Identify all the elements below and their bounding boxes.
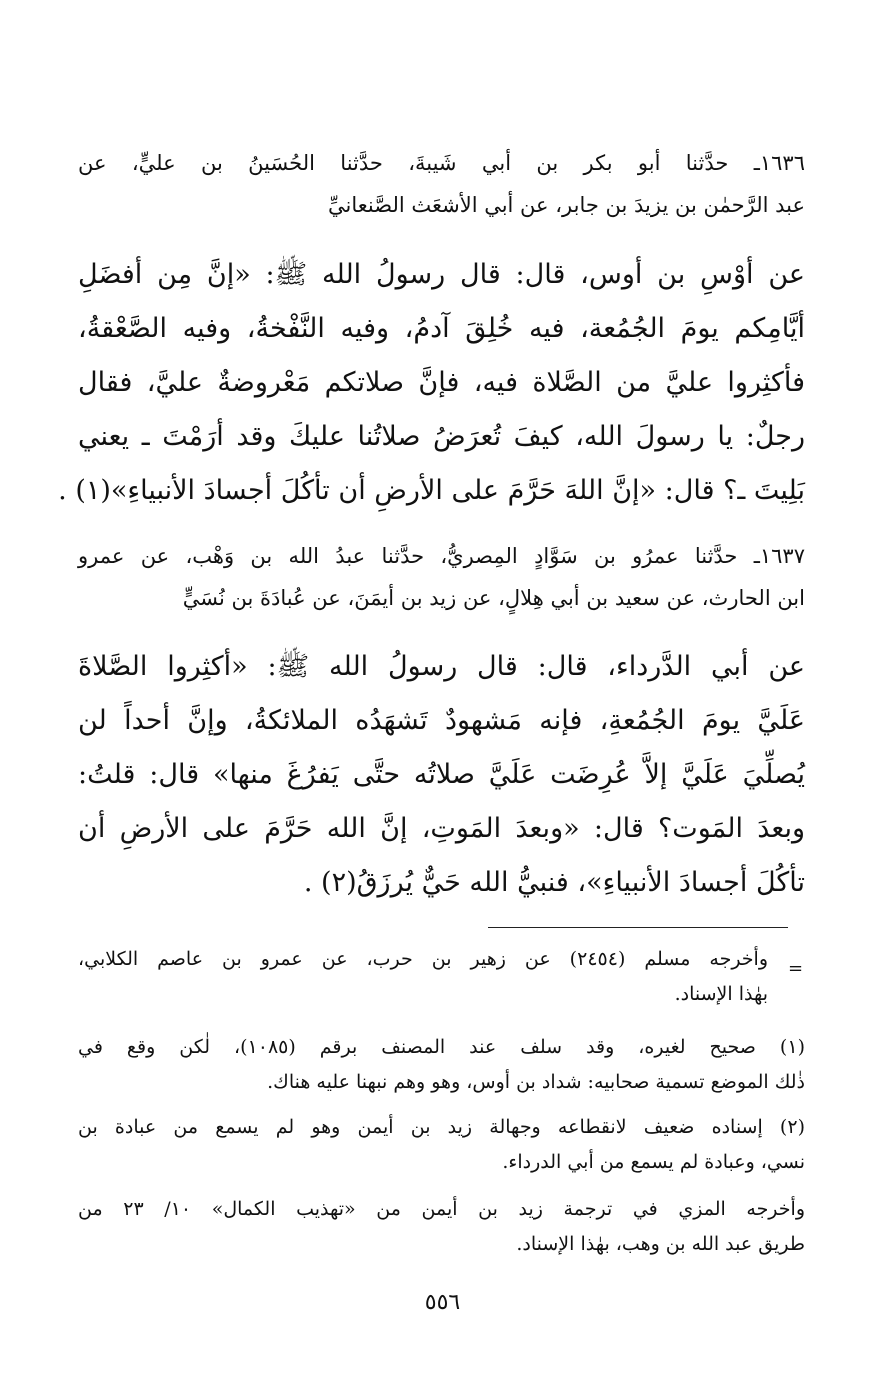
text-line: بَلِيتَ ـ؟ قال: «إنَّ اللهَ حَرَّمَ على الأرضِ أن تأكُلَ أجسادَ الأنبياءِ»(١) . — [58, 475, 805, 506]
text-line: ابن الحارث، عن سعيد بن أبي هِلالٍ، عن زيد بن أيمَنَ، عن عُبادَةَ بن نُسَيٍّ — [182, 586, 805, 610]
hadith-1637-matn — [78, 640, 805, 910]
footnote-2-continued — [78, 1192, 805, 1262]
text-line: فأكثِروا عليَّ من الصَّلاة فيه، فإنَّ صلاتكم مَعْروضةٌ عليَّ، فقال — [78, 367, 805, 398]
text-line: أيَّامِكم يومَ الجُمُعة، فيه خُلِقَ آدمُ، وفيه النَّفْخةُ، وفيه الصَّعْقةُ، — [78, 313, 805, 344]
text-line: ١٦٣٧ـ حدَّثنا عمرُو بن سَوَّادٍ المِصريُّ، حدَّثنا عبدُ الله بن وَهْب، عن عمرو — [78, 544, 805, 568]
text-line: عبد الرَّحمٰن بن يزيدَ بن جابر، عن أبي الأشعَث الصَّنعانيِّ — [328, 193, 805, 217]
text-line: ذٰلك الموضع تسمية صحابيه: شداد بن أوس، وهو وهم نبهنا عليه هناك. — [267, 1071, 805, 1093]
hadith-1636-isnad — [78, 142, 805, 226]
text-line: رجلٌ: يا رسولَ الله، كيفَ تُعرَضُ صلاتُنا عليكَ وقد أرَمْتَ ـ يعني — [78, 421, 805, 452]
text-line: بهٰذا الإسناد. — [674, 983, 768, 1005]
footnote-continuation — [78, 942, 768, 1012]
text-line: (٢) إسناده ضعيف لانقطاعه وجهالة زيد بن أيمن وهو لم يسمع من عبادة بن — [78, 1116, 805, 1138]
text-line: نسي، وعبادة لم يسمع من أبي الدرداء. — [502, 1151, 805, 1173]
continuation-mark: = — [788, 958, 804, 979]
text-line: ١٦٣٦ـ حدَّثنا أبو بكر بن أبي شَيبةَ، حدَّثنا الحُسَينُ بن عليٍّ، عن — [78, 151, 805, 175]
text-line: تأكُلَ أجسادَ الأنبياءِ»، فنبيُّ الله حَيٌّ يُرزَقُ(٢) . — [303, 867, 805, 898]
text-line: وبعدَ المَوت؟ قال: «وبعدَ المَوتِ، إنَّ الله حَرَّمَ على الأرضِ أن — [78, 813, 805, 844]
text-line: عن أبي الدَّرداء، قال: قال رسولُ الله ﷺ: «أكثِروا الصَّلاةَ — [78, 651, 805, 682]
text-line: عَلَيَّ يومَ الجُمُعةِ، فإنه مَشهودٌ تَشهَدُه الملائكةُ، وإنَّ أحداً لن — [78, 705, 805, 736]
text-line: وأخرجه مسلم (٢٤٥٤) عن زهير بن حرب، عن عمرو بن عاصم الكلابي، — [78, 948, 769, 970]
footnote-1 — [78, 1030, 805, 1100]
text-line: (١) صحيح لغيره، وقد سلف عند المصنف برقم (١٠٨٥)، لٰكن وقع في — [78, 1036, 805, 1058]
hadith-1637-isnad — [78, 535, 805, 619]
page-number: ٥٥٦ — [424, 1290, 461, 1315]
hadith-1636-matn — [58, 248, 805, 518]
text-line: يُصلِّيَ عَلَيَّ إلاَّ عُرِضَت عَلَيَّ صلاتُه حتَّى يَفرُغَ منها» قال: قلتُ: — [78, 759, 805, 790]
footnote-separator — [488, 927, 788, 928]
text-line: طريق عبد الله بن وهب، بهٰذا الإسناد. — [516, 1233, 805, 1255]
footnote-2 — [78, 1110, 805, 1180]
text-line: عن أوْسِ بن أوس، قال: قال رسولُ الله ﷺ: «إنَّ مِن أفضَلِ — [78, 259, 805, 290]
text-line: وأخرجه المزي في ترجمة زيد بن أيمن من «تهذيب الكمال» ١٠/ ٢٣ من — [78, 1198, 805, 1220]
